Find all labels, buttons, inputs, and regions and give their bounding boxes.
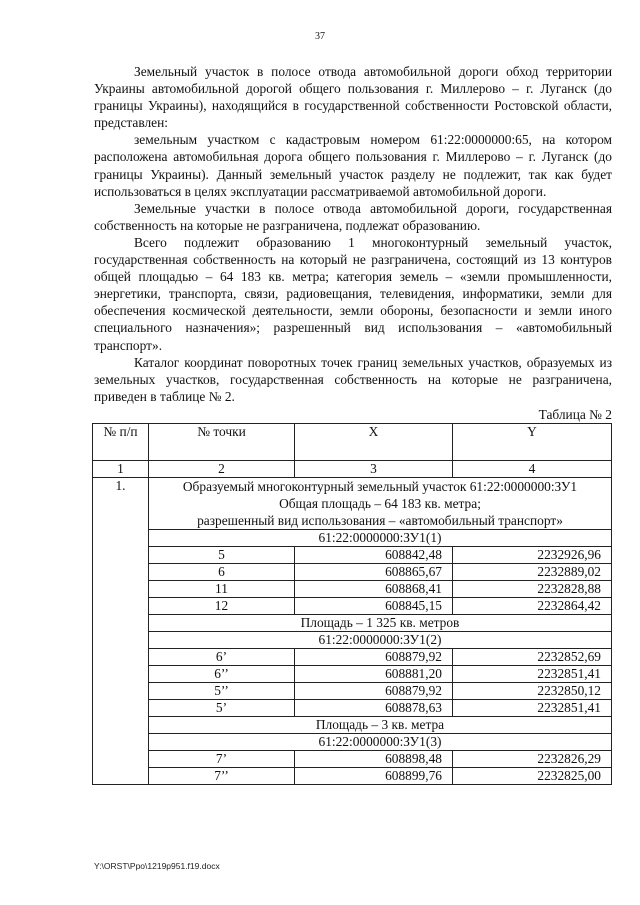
- file-path-footer: Y:\ORST\Ppo\1219p951.f19.docx: [94, 861, 220, 871]
- y-coordinate: 2232828,88: [453, 580, 612, 597]
- point-number: 6: [149, 563, 295, 580]
- x-coordinate: 608865,67: [295, 563, 453, 580]
- paragraph-3: Земельные участки в полосе отвода автомобильной дороги, государственная собственность на которые не разграничена, подлежат образованию.: [94, 200, 612, 233]
- paragraph-5: Каталог координат поворотных точек границ земельных участков, образуемых из земельных участков, государственная собственность на которые не разграничена, приведен в таблице № 2.: [94, 354, 612, 404]
- point-number: 6’: [149, 648, 295, 665]
- contour-name-row: [93, 733, 612, 750]
- column-number: 3: [295, 460, 453, 477]
- description-row: [93, 477, 612, 529]
- header-row-number: № п/п: [93, 423, 149, 460]
- y-coordinate: 2232926,96: [453, 546, 612, 563]
- column-number-row: [93, 460, 612, 477]
- plot-permitted-use: разрешенный вид использования – «автомобильный транспорт»: [197, 512, 563, 528]
- contour-name-row: [93, 529, 612, 546]
- contour-name-row: [93, 631, 612, 648]
- point-number: 11: [149, 580, 295, 597]
- coordinates-table: [92, 423, 612, 785]
- table-row: [93, 682, 612, 699]
- point-number: 12: [149, 597, 295, 614]
- header-point: № точки: [149, 423, 295, 460]
- contour-area-row: [93, 716, 612, 733]
- row-number: 1.: [93, 477, 149, 784]
- table-row: [93, 648, 612, 665]
- paragraph-2: земельным участком с кадастровым номером 61:22:0000000:65, на котором расположена автомобильная дорога общего пользования г. Миллерово – г. Луганск (до границы Украины). Данный земельный участок разделу не подлежит, так как будет использоваться в целях эксплуатации рассматриваемой автомобильной дороги.: [94, 132, 612, 199]
- contour-area-row: [93, 614, 612, 631]
- plot-total-area: Общая площадь – 64 183 кв. метра;: [279, 495, 481, 511]
- header-y: Y: [453, 423, 612, 460]
- plot-description: [149, 477, 612, 529]
- contour-area: Площадь – 3 кв. метра: [149, 716, 612, 733]
- plot-title: Образуемый многоконтурный земельный участок 61:22:0000000:ЗУ1: [182, 478, 578, 494]
- table-caption: Таблица № 2: [538, 406, 612, 422]
- y-coordinate: 2232889,02: [453, 563, 612, 580]
- y-coordinate: 2232852,69: [453, 648, 612, 665]
- y-coordinate: 2232864,42: [453, 597, 612, 614]
- column-number: 1: [93, 460, 149, 477]
- table-row: [93, 563, 612, 580]
- y-coordinate: 2232851,41: [453, 699, 612, 716]
- point-number: 5’’: [149, 682, 295, 699]
- x-coordinate: 608878,63: [295, 699, 453, 716]
- point-number: 7’: [149, 750, 295, 767]
- table-row: [93, 665, 612, 682]
- x-coordinate: 608879,92: [295, 648, 453, 665]
- point-number: 5’: [149, 699, 295, 716]
- x-coordinate: 608881,20: [295, 665, 453, 682]
- y-coordinate: 2232825,00: [453, 767, 612, 784]
- point-number: 5: [149, 546, 295, 563]
- x-coordinate: 608879,92: [295, 682, 453, 699]
- contour-area: Площадь – 1 325 кв. метров: [149, 614, 612, 631]
- contour-name: 61:22:0000000:ЗУ1(3): [149, 733, 612, 750]
- y-coordinate: 2232850,12: [453, 682, 612, 699]
- x-coordinate: 608899,76: [295, 767, 453, 784]
- table-row: [93, 597, 612, 614]
- paragraph-4: Всего подлежит образованию 1 многоконтурный земельный участок, государственная собственность на который не разграничена, состоящий из 13 контуров общей площадью – 64 183 кв. метра; категория земель – «земли промышленности, энергетики, транспорта, связи, радиовещания, телевидения, информатики, земли для обеспечения космической деятельности, земли обороны, безопасности и земли иного специального назначения»; разрешенный вид использования – «автомобильный транспорт».: [94, 234, 612, 353]
- table-row: [93, 750, 612, 767]
- table-header-row: [93, 423, 612, 460]
- column-number: 2: [149, 460, 295, 477]
- page-number: 37: [315, 31, 325, 42]
- table-row: [93, 580, 612, 597]
- document-body: [94, 63, 612, 785]
- point-number: 7’’: [149, 767, 295, 784]
- table-row: [93, 546, 612, 563]
- table-row: [93, 767, 612, 784]
- point-number: 6’’: [149, 665, 295, 682]
- contour-name: 61:22:0000000:ЗУ1(2): [149, 631, 612, 648]
- table-row: [93, 699, 612, 716]
- y-coordinate: 2232851,41: [453, 665, 612, 682]
- header-x: X: [295, 423, 453, 460]
- x-coordinate: 608868,41: [295, 580, 453, 597]
- column-number: 4: [453, 460, 612, 477]
- paragraph-1: Земельный участок в полосе отвода автомобильной дороги обход территории Украины автомобильной дорогой общего пользования г. Миллерово – г. Луганск (до границы Украины), находящийся в государственной собственности Ростовской области, представлен:: [94, 64, 612, 131]
- y-coordinate: 2232826,29: [453, 750, 612, 767]
- x-coordinate: 608842,48: [295, 546, 453, 563]
- contour-name: 61:22:0000000:ЗУ1(1): [149, 529, 612, 546]
- x-coordinate: 608898,48: [295, 750, 453, 767]
- x-coordinate: 608845,15: [295, 597, 453, 614]
